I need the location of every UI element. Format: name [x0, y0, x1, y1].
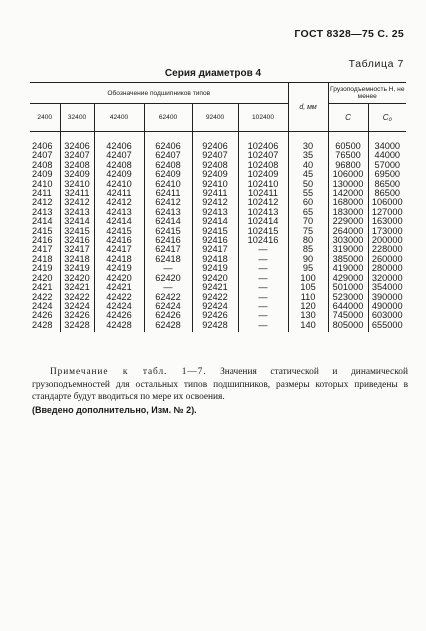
- table-cell: 92428: [192, 321, 238, 332]
- table-cell: 142000: [328, 189, 368, 198]
- d-header: d, мм: [288, 83, 328, 132]
- table-cell: 2411: [32, 188, 52, 199]
- table-cell: 32409: [60, 170, 94, 179]
- table-cell: 80: [288, 236, 328, 245]
- table-cell: 92413: [192, 208, 238, 217]
- load-capacity-header: Грузоподъемность Н, не менее: [328, 83, 406, 104]
- table-cell: 30: [288, 142, 328, 151]
- table-cell: 106000: [328, 170, 368, 179]
- table-cell: 2418: [32, 253, 53, 264]
- table-cell: 32419: [60, 264, 94, 273]
- table-cell: 42412: [94, 198, 144, 207]
- table-cell: 42409: [94, 170, 144, 179]
- table-cell: 42413: [94, 208, 144, 217]
- table-cell: 92419: [192, 264, 238, 273]
- table-cell: 62413: [144, 208, 192, 217]
- table-cell: 102410: [238, 180, 288, 189]
- table-cell: 42421: [94, 283, 144, 292]
- table-cell: 42410: [94, 180, 144, 189]
- table-cell: 60500: [328, 142, 368, 151]
- c0-header: C₀: [368, 104, 406, 132]
- table-cell: 102412: [238, 198, 288, 207]
- table-cell: 523000: [328, 293, 368, 302]
- table-cell: 105: [288, 283, 328, 292]
- table-cell: 2419: [32, 263, 53, 274]
- table-cell: 32415: [60, 227, 94, 236]
- table-cell: 62424: [144, 302, 192, 311]
- table-cell: 55: [288, 189, 328, 198]
- table-cell: 127000: [368, 208, 406, 217]
- table-cell: 92407: [192, 151, 238, 160]
- table-cell: 2420: [32, 272, 53, 283]
- table-cell: 92414: [192, 217, 238, 226]
- bearing-table: [30, 82, 406, 332]
- table-cell: 92411: [192, 189, 238, 198]
- table-cell: 183000: [328, 208, 368, 217]
- footnote: [32, 366, 408, 416]
- table-cell: 2413: [32, 206, 53, 217]
- table-cell: 65: [288, 208, 328, 217]
- table-cell: 130000: [328, 180, 368, 189]
- table-cell: 106000: [368, 198, 406, 207]
- table-cell: 390000: [368, 293, 406, 302]
- type-header: 42400: [94, 104, 144, 132]
- table-cell: 319000: [328, 245, 368, 254]
- table-cell: 2410: [32, 178, 53, 189]
- table-cell: 62422: [144, 293, 192, 302]
- table-cell: 95: [288, 264, 328, 273]
- table-cell: 44000: [368, 151, 406, 160]
- table-cell: 102415: [238, 227, 288, 236]
- table-cell: 92415: [192, 227, 238, 236]
- table-cell: 62418: [144, 255, 192, 264]
- table-cell: 2415: [32, 225, 53, 236]
- table-cell: 2407: [32, 150, 53, 161]
- table-cell: 92412: [192, 198, 238, 207]
- table-cell: 603000: [368, 311, 406, 320]
- table-cell: 62415: [144, 227, 192, 236]
- type-header: 92400: [192, 104, 238, 132]
- table-cell: 76500: [328, 151, 368, 160]
- table-cell: 85: [288, 245, 328, 254]
- table-cell: 62408: [144, 161, 192, 170]
- table-cell: 92408: [192, 161, 238, 170]
- table-cell: 32428: [60, 321, 94, 332]
- table-cell: 110: [288, 293, 328, 302]
- table-cell: 655000: [368, 321, 406, 332]
- table-cell: 57000: [368, 161, 406, 170]
- table-cell: 2421: [32, 282, 53, 293]
- table-cell: 32418: [60, 255, 94, 264]
- table-cell: 62426: [144, 311, 192, 320]
- table-cell: 32406: [60, 142, 94, 151]
- table-cell: 32412: [60, 198, 94, 207]
- table-cell: 32421: [60, 283, 94, 292]
- note-lead: Примечание к табл. 1—7.: [50, 367, 207, 377]
- table-cell: 228000: [368, 245, 406, 254]
- table-cell: 102409: [238, 170, 288, 179]
- table-cell: 2426: [32, 310, 53, 321]
- table-cell: 42422: [94, 293, 144, 302]
- table-cell: —: [238, 321, 288, 332]
- table-cell: 42415: [94, 227, 144, 236]
- table-cell: 102414: [238, 217, 288, 226]
- table-cell: 32410: [60, 180, 94, 189]
- table-cell: 260000: [368, 255, 406, 264]
- table-cell: 2409: [32, 169, 53, 180]
- table-cell: 92417: [192, 245, 238, 254]
- table-cell: 264000: [328, 227, 368, 236]
- table-cell: 429000: [328, 274, 368, 283]
- table-cell: 32411: [60, 189, 94, 198]
- table-cell: 92406: [192, 142, 238, 151]
- table-cell: 75: [288, 227, 328, 236]
- table-cell: —: [238, 283, 288, 292]
- table-cell: 62417: [144, 245, 192, 254]
- table-cell: 280000: [368, 264, 406, 273]
- table-cell: 62407: [144, 151, 192, 160]
- table-cell: —: [238, 302, 288, 311]
- table-cell: —: [238, 255, 288, 264]
- table-cell: 173000: [368, 227, 406, 236]
- c-header: C: [328, 104, 368, 132]
- table-cell: 745000: [328, 311, 368, 320]
- table-cell: 42416: [94, 236, 144, 245]
- table-cell: 42406: [94, 142, 144, 151]
- table-cell: 32422: [60, 293, 94, 302]
- table-label: Таблица 7: [348, 58, 404, 70]
- table-cell: 42417: [94, 245, 144, 254]
- table-cell: 32414: [60, 217, 94, 226]
- table-cell: 86500: [368, 180, 406, 189]
- table-cell: 62416: [144, 236, 192, 245]
- table-cell: 92426: [192, 311, 238, 320]
- table-cell: —: [238, 274, 288, 283]
- table-cell: 42408: [94, 161, 144, 170]
- table-cell: —: [238, 245, 288, 254]
- table-cell: 92424: [192, 302, 238, 311]
- table-cell: 385000: [328, 255, 368, 264]
- table-cell: 42411: [94, 189, 144, 198]
- table-cell: 92416: [192, 236, 238, 245]
- table-cell: 42418: [94, 255, 144, 264]
- table-cell: 2424: [32, 300, 53, 311]
- type-header: 102400: [238, 104, 288, 132]
- table-cell: 62409: [144, 170, 192, 179]
- table-cell: 419000: [328, 264, 368, 273]
- table-cell: —: [144, 264, 192, 273]
- table-cell: 32407: [60, 151, 94, 160]
- table-cell: 100: [288, 274, 328, 283]
- table-cell: 120: [288, 302, 328, 311]
- table-cell: 102416: [238, 236, 288, 245]
- table-cell: 96800: [328, 161, 368, 170]
- table-cell: 2414: [32, 216, 53, 227]
- table-cell: 2422: [32, 291, 53, 302]
- table-cell: 92418: [192, 255, 238, 264]
- table-cell: 45: [288, 170, 328, 179]
- type-header: 62400: [144, 104, 192, 132]
- table-cell: 42426: [94, 311, 144, 320]
- table-cell: 42407: [94, 151, 144, 160]
- table-cell: 90: [288, 255, 328, 264]
- table-cell: 92420: [192, 274, 238, 283]
- table-cell: 2428: [32, 319, 53, 330]
- table-cell: 62412: [144, 198, 192, 207]
- table-cell: 60: [288, 198, 328, 207]
- table-cell: 70: [288, 217, 328, 226]
- table-cell: 92409: [192, 170, 238, 179]
- table-cell: 62414: [144, 217, 192, 226]
- type-header: 2400: [30, 104, 60, 132]
- table-cell: 86500: [368, 189, 406, 198]
- table-cell: 2416: [32, 235, 53, 246]
- table-cell: 501000: [328, 283, 368, 292]
- table-cell: 62420: [144, 274, 192, 283]
- table-cell: 2417: [32, 244, 53, 255]
- table-cell: 50: [288, 180, 328, 189]
- series-title: Серия диаметров 4: [164, 68, 262, 79]
- table-cell: 32424: [60, 302, 94, 311]
- table-cell: 200000: [368, 236, 406, 245]
- table-cell: 2408: [32, 159, 53, 170]
- type-header: 32400: [60, 104, 94, 132]
- table-row: [30, 321, 406, 332]
- table-cell: 34000: [368, 142, 406, 151]
- table-cell: 354000: [368, 283, 406, 292]
- table-cell: 32408: [60, 161, 94, 170]
- table-cell: —: [238, 293, 288, 302]
- table-cell: 303000: [328, 236, 368, 245]
- table-cell: 130: [288, 311, 328, 320]
- table-cell: 32417: [60, 245, 94, 254]
- table-cell: 490000: [368, 302, 406, 311]
- table-cell: 42420: [94, 274, 144, 283]
- types-group-header: Обозначение подшипников типов: [30, 83, 288, 104]
- table-cell: 102413: [238, 208, 288, 217]
- table-cell: 229000: [328, 217, 368, 226]
- table-cell: 2412: [32, 197, 53, 208]
- table-cell: 320000: [368, 274, 406, 283]
- table-cell: —: [238, 264, 288, 273]
- table-cell: 42419: [94, 264, 144, 273]
- table-cell: 32426: [60, 311, 94, 320]
- table-cell: 92421: [192, 283, 238, 292]
- table-cell: 69500: [368, 170, 406, 179]
- table-cell: 92422: [192, 293, 238, 302]
- table-cell: 644000: [328, 302, 368, 311]
- table-cell: —: [238, 311, 288, 320]
- table-cell: 42428: [94, 321, 144, 332]
- table-cell: 42414: [94, 217, 144, 226]
- table-cell: 62406: [144, 142, 192, 151]
- table-cell: 92410: [192, 180, 238, 189]
- table-cell: 168000: [328, 198, 368, 207]
- table-cell: 102408: [238, 161, 288, 170]
- page-header: ГОСТ 8328—75 С. 25: [294, 28, 404, 40]
- table-cell: 62411: [144, 189, 192, 198]
- table-cell: 102411: [238, 189, 288, 198]
- table-cell: 102406: [238, 142, 288, 151]
- note-body: Значения статической и динамической грузоподъемностей для остальных типов подшипников, размеры которых приведены в стандарте будут вводиться по мере их освоения.: [32, 367, 409, 402]
- table-cell: —: [144, 283, 192, 292]
- table-cell: 140: [288, 321, 328, 332]
- table-cell: 32416: [60, 236, 94, 245]
- table-cell: 805000: [328, 321, 368, 332]
- table-cell: 62428: [144, 321, 192, 332]
- table-cell: 62410: [144, 180, 192, 189]
- table-cell: 35: [288, 151, 328, 160]
- table-cell: 102407: [238, 151, 288, 160]
- table-body: [30, 132, 406, 333]
- table-cell: 2406: [32, 141, 53, 151]
- table-cell: 40: [288, 161, 328, 170]
- table-cell: 32413: [60, 208, 94, 217]
- note-amendment: (Введено дополнительно, Изм. № 2).: [32, 404, 197, 415]
- table-cell: 163000: [368, 217, 406, 226]
- table-cell: 42424: [94, 302, 144, 311]
- table-cell: 32420: [60, 274, 94, 283]
